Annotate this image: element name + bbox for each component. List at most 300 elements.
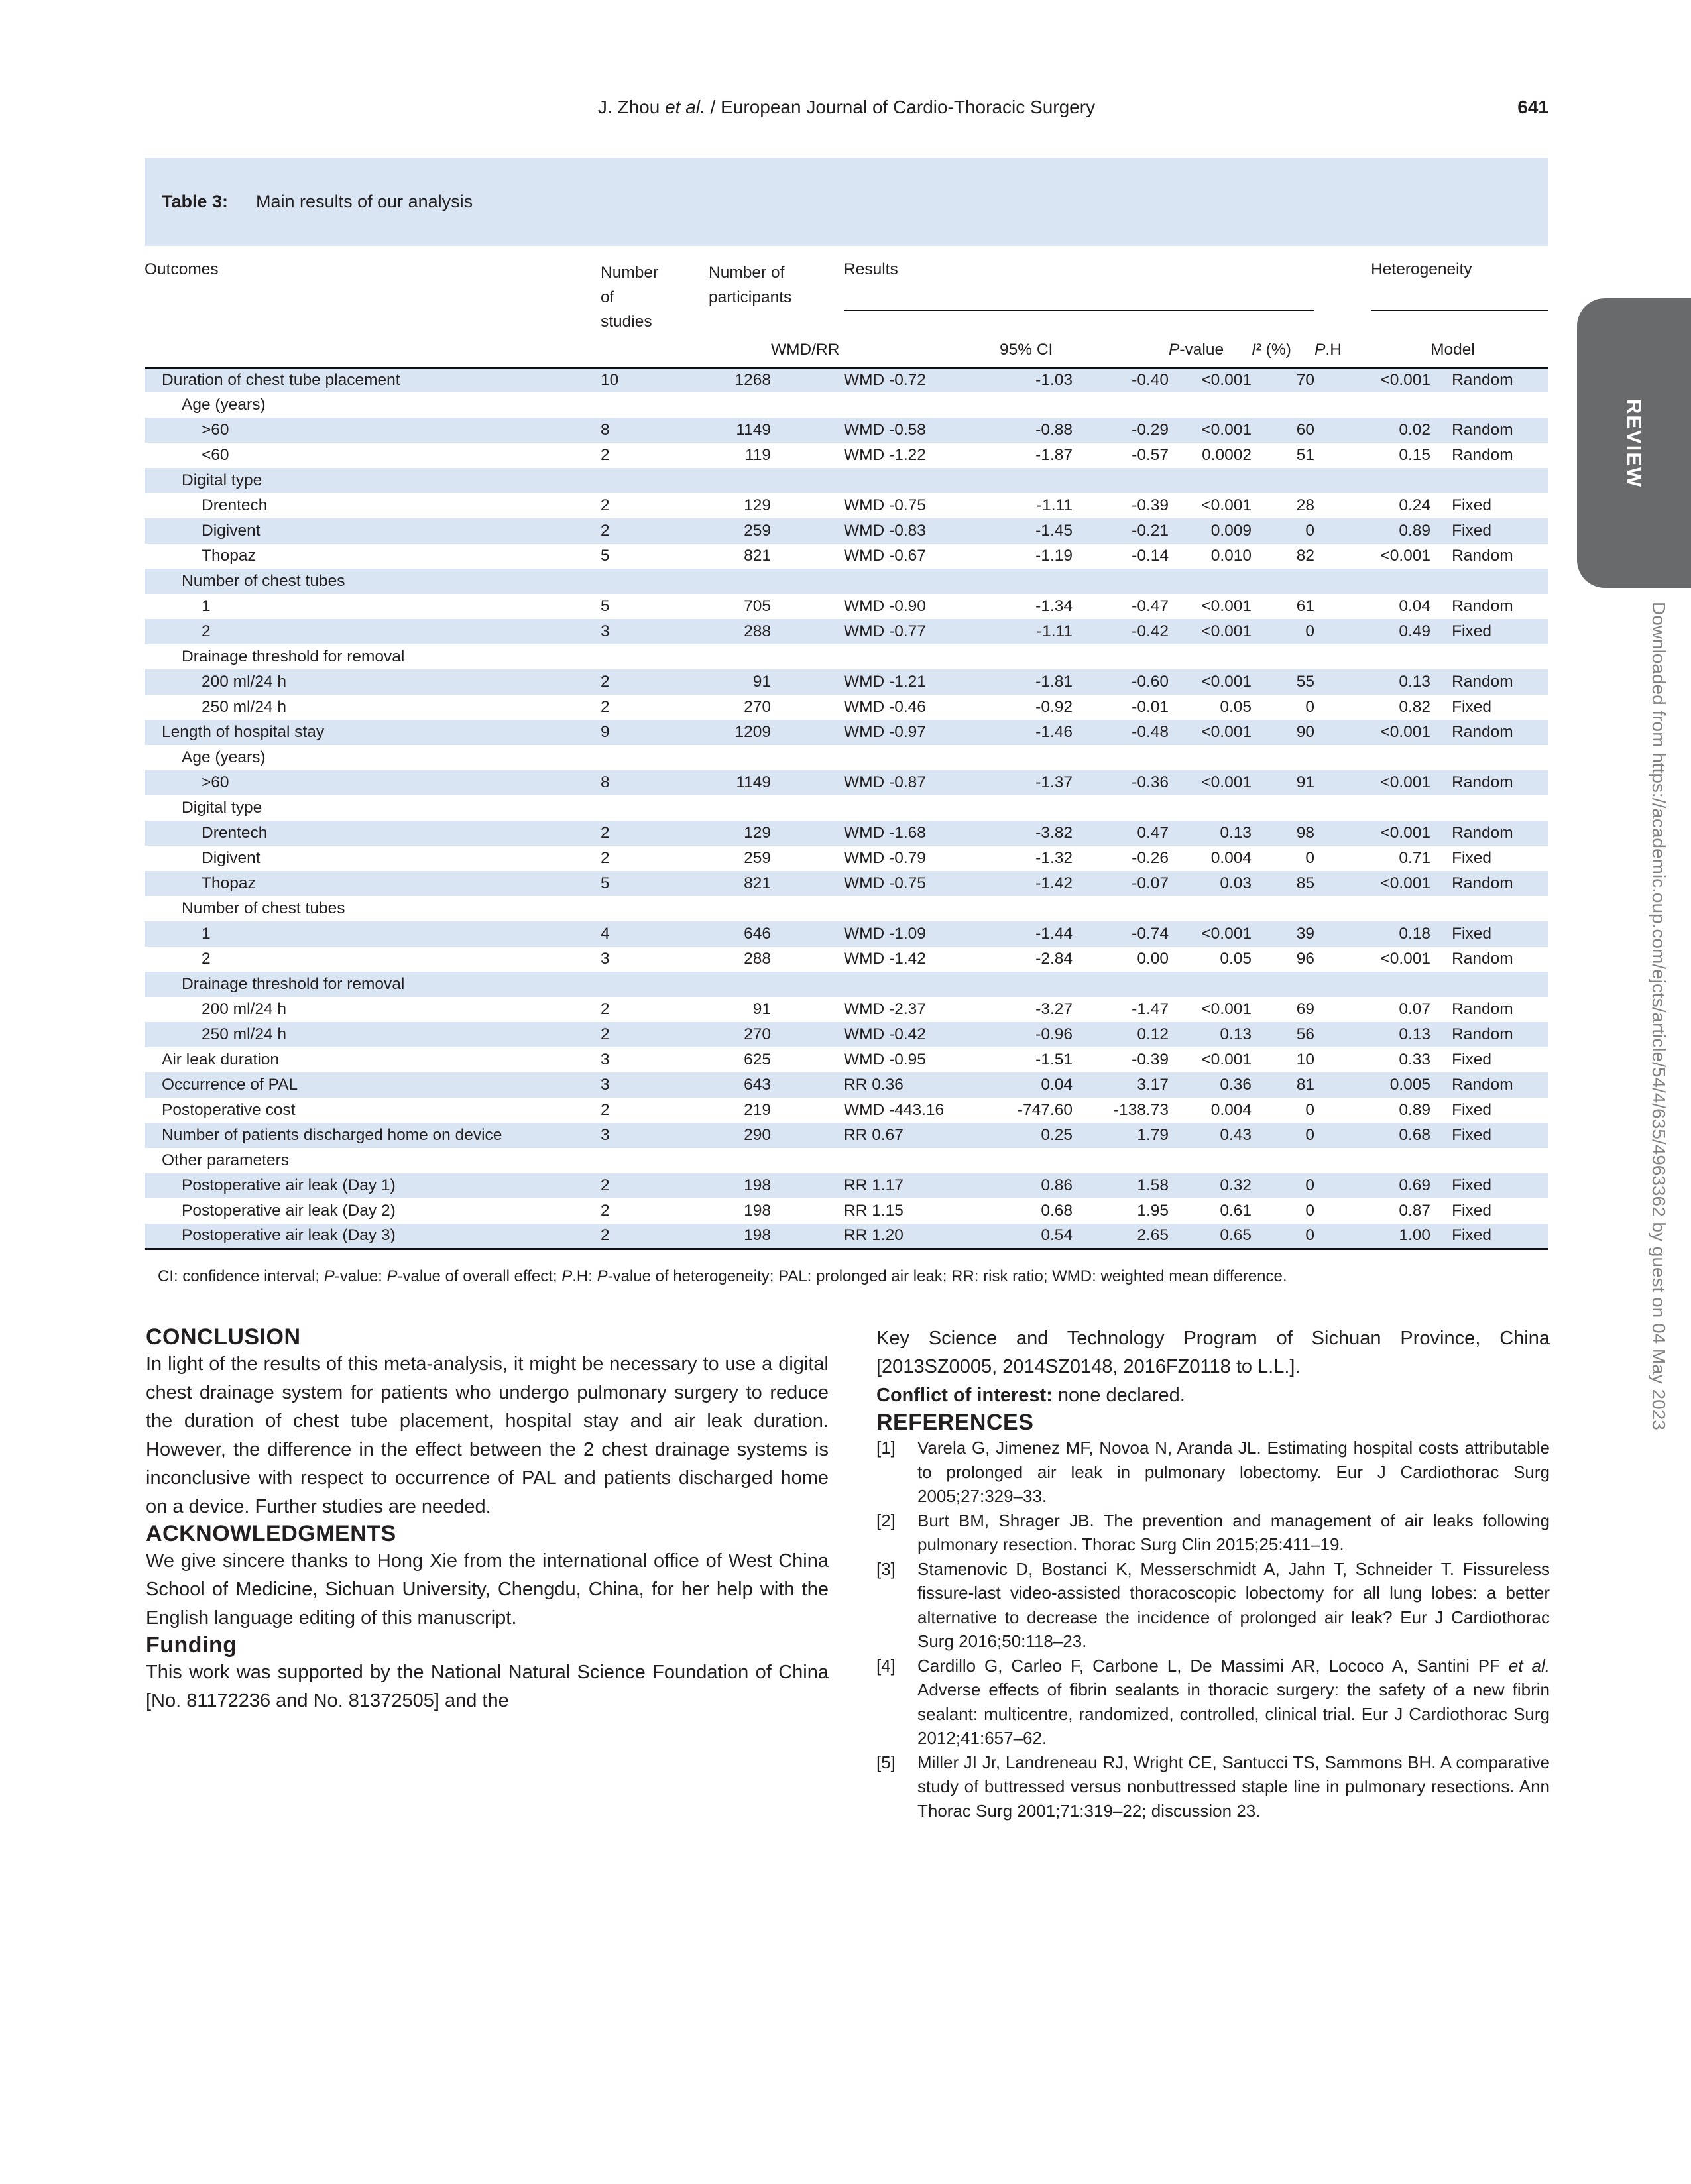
value-cell: 0.0002 — [1202, 446, 1252, 464]
value-cell: 0.24 — [1399, 496, 1431, 514]
right-column — [876, 1324, 1550, 1823]
value-cell: 0.005 — [1389, 1076, 1431, 1094]
value-cell: 70 — [1296, 371, 1315, 389]
value-cell: Random — [1452, 421, 1513, 439]
value-cell: 2.65 — [1137, 1226, 1169, 1245]
value-cell: 2 — [601, 824, 610, 842]
outcome-cell: >60 — [202, 774, 229, 791]
value-cell: 198 — [744, 1202, 771, 1220]
value-cell: 0 — [1305, 1202, 1315, 1220]
table-row — [145, 1148, 1548, 1173]
value-cell: 290 — [744, 1126, 771, 1144]
value-cell: 625 — [744, 1051, 771, 1068]
outcome-cell: Drentech — [202, 496, 268, 514]
value-cell: 3 — [601, 1051, 610, 1068]
value-cell: 0.65 — [1220, 1226, 1252, 1245]
value-cell: 0.87 — [1399, 1202, 1431, 1220]
value-cell: Fixed — [1452, 522, 1491, 540]
value-cell: -1.37 — [1035, 774, 1073, 791]
empty-cells — [595, 569, 1548, 594]
value-cell: 0 — [1305, 849, 1315, 867]
col-header-outcomes: Outcomes — [145, 260, 219, 278]
empty-cells — [595, 468, 1548, 493]
table-row — [145, 972, 1548, 997]
value-cell: RR 1.15 — [844, 1202, 904, 1220]
value-cell: WMD -0.87 — [844, 774, 926, 791]
outcome-cell: Duration of chest tube placement — [162, 371, 400, 389]
value-cell: 643 — [744, 1076, 771, 1094]
reference-text: Cardillo G, Carleo F, Carbone L, De Massimi AR, Lococo A, Santini PF et al. Adverse effects of fibrin sealants in thoracic surgery: the safety of a new fibrin sealant: multicentre, randomized, controlled, clinical trial. Eur J Cardiothorac Surg 2012;41:657–62. — [917, 1655, 1550, 1748]
table-row — [145, 594, 1548, 619]
value-cell: 270 — [744, 1025, 771, 1043]
acknowledgments-paragraph: We give sincere thanks to Hong Xie from the international office of West China School of Medicine, Sichuan University, Chengdu, China, for her help with the English language editing of this manuscript. — [146, 1550, 829, 1629]
value-cell: 5 — [601, 874, 610, 892]
value-cell: <0.001 — [1380, 371, 1431, 389]
value-cell: 3.17 — [1137, 1076, 1169, 1094]
value-cell: 10 — [601, 371, 619, 389]
table-row — [145, 443, 1548, 468]
outcome-cell: Digital type — [182, 799, 262, 817]
table-row — [145, 871, 1548, 896]
value-cell: 0 — [1305, 698, 1315, 716]
value-cell: 0.89 — [1399, 1101, 1431, 1119]
value-cell: 0 — [1305, 522, 1315, 540]
value-cell: 3 — [601, 622, 610, 640]
review-section-tab — [1577, 298, 1691, 588]
value-cell: -1.34 — [1035, 597, 1073, 615]
table-label: Table 3: — [162, 192, 229, 211]
value-cell: Random — [1452, 824, 1513, 842]
col-header-ph: P.H — [1314, 334, 1430, 367]
value-cell: 2 — [601, 1000, 610, 1018]
value-cell: 198 — [744, 1226, 771, 1245]
outcome-cell: Number of chest tubes — [182, 899, 345, 917]
table-row — [145, 896, 1548, 921]
value-cell: Fixed — [1452, 496, 1491, 514]
table-row — [145, 1098, 1548, 1123]
reference-item — [876, 1654, 1550, 1751]
value-cell: 0.02 — [1399, 421, 1431, 439]
table-row — [145, 997, 1548, 1022]
reference-text: Miller JI Jr, Landreneau RJ, Wright CE, Santucci TS, Sammons BH. A comparative study of buttressed versus nonbuttressed staple line in pulmonary resections. Ann Thorac Surg 2001;71:319–22; discussion 23. — [917, 1752, 1550, 1821]
col-group-heterogeneity: Heterogeneity — [1371, 260, 1548, 311]
value-cell: Fixed — [1452, 1177, 1491, 1194]
outcome-cell: Length of hospital stay — [162, 723, 325, 741]
value-cell: 0.47 — [1137, 824, 1169, 842]
value-cell: 2 — [601, 698, 610, 716]
reference-item — [876, 1557, 1550, 1654]
value-cell: 0.68 — [1041, 1202, 1073, 1220]
value-cell: WMD -0.72 — [844, 371, 926, 389]
table-row — [145, 770, 1548, 795]
outcome-cell: 200 ml/24 h — [202, 1000, 287, 1018]
value-cell: 61 — [1296, 597, 1315, 615]
empty-cells — [595, 896, 1548, 921]
outcome-cell: Number of chest tubes — [182, 572, 345, 590]
table-row — [145, 821, 1548, 846]
value-cell: 2 — [601, 496, 610, 514]
value-cell: 2 — [601, 673, 610, 691]
table-row — [145, 745, 1548, 770]
value-cell: -1.87 — [1035, 446, 1073, 464]
value-cell: 0.13 — [1220, 1025, 1252, 1043]
value-cell: RR 0.36 — [844, 1076, 904, 1094]
value-cell: WMD -0.95 — [844, 1051, 926, 1068]
value-cell: Fixed — [1452, 925, 1491, 943]
table-3 — [145, 158, 1548, 1286]
value-cell: 0.05 — [1220, 950, 1252, 968]
value-cell: <0.001 — [1201, 925, 1252, 943]
funding-paragraph-left: This work was supported by the National Natural Science Foundation of China [No. 81172236 and No. 81372505] and the — [146, 1662, 829, 1711]
table-row — [145, 1224, 1548, 1249]
conflict-of-interest: Conflict of interest: none declared. — [876, 1385, 1185, 1406]
table-row — [145, 669, 1548, 695]
empty-cells — [595, 745, 1548, 770]
value-cell: <0.001 — [1380, 774, 1431, 791]
value-cell: 55 — [1296, 673, 1315, 691]
value-cell: -0.14 — [1132, 547, 1169, 565]
value-cell: 96 — [1296, 950, 1315, 968]
outcome-cell: Digivent — [202, 522, 261, 540]
value-cell: Random — [1452, 371, 1513, 389]
value-cell: Fixed — [1452, 1226, 1491, 1245]
value-cell: <0.001 — [1201, 597, 1252, 615]
value-cell: Fixed — [1452, 1126, 1491, 1144]
outcome-cell: Postoperative air leak (Day 3) — [182, 1226, 396, 1245]
outcome-cell: Age (years) — [182, 748, 266, 766]
value-cell: 0 — [1305, 1226, 1315, 1245]
value-cell: 288 — [744, 622, 771, 640]
value-cell: 1.79 — [1137, 1126, 1169, 1144]
value-cell: Fixed — [1452, 1202, 1491, 1220]
value-cell: -1.42 — [1035, 874, 1073, 892]
value-cell: RR 1.17 — [844, 1177, 904, 1194]
value-cell: Fixed — [1452, 1101, 1491, 1119]
value-cell: -0.60 — [1132, 673, 1169, 691]
value-cell: <0.001 — [1201, 371, 1252, 389]
outcome-cell: Occurrence of PAL — [162, 1076, 298, 1094]
running-head-title: J. Zhou et al. / European Journal of Cardio-Thoracic Surgery — [597, 97, 1096, 117]
table-row — [145, 921, 1548, 947]
left-column — [146, 1324, 829, 1715]
value-cell: 219 — [744, 1101, 771, 1119]
value-cell: 1.00 — [1399, 1226, 1431, 1245]
value-cell: 129 — [744, 824, 771, 842]
running-head — [145, 97, 1548, 125]
value-cell: 2 — [601, 849, 610, 867]
outcome-cell: Thopaz — [202, 547, 256, 565]
value-cell: 198 — [744, 1177, 771, 1194]
value-cell: 119 — [744, 446, 771, 464]
value-cell: -0.39 — [1132, 1051, 1169, 1068]
value-cell: WMD -0.42 — [844, 1025, 926, 1043]
table-footnote: CI: confidence interval; P-value: P-value of overall effect; P.H: P-value of heterogeneity; PAL: prolonged air leak; RR: risk ratio; WMD: weighted mean difference. — [158, 1267, 1287, 1285]
reference-item — [876, 1751, 1550, 1823]
reference-number: [3] — [876, 1558, 896, 1579]
value-cell: <0.001 — [1380, 824, 1431, 842]
value-cell: -0.48 — [1132, 723, 1169, 741]
value-cell: 259 — [744, 522, 771, 540]
value-cell: 56 — [1296, 1025, 1315, 1043]
value-cell: Random — [1452, 950, 1513, 968]
table-row — [145, 367, 1548, 392]
value-cell: <0.001 — [1201, 421, 1252, 439]
value-cell: 0.04 — [1399, 597, 1431, 615]
references-list — [876, 1436, 1550, 1823]
table-row — [145, 493, 1548, 518]
reference-text: Varela G, Jimenez MF, Novoa N, Aranda JL. Estimating hospital costs attributable to prolonged air leak in pulmonary lobectomy. Eur J Cardiothorac Surg 2005;27:329–33. — [917, 1438, 1550, 1506]
value-cell: 2 — [601, 1226, 610, 1245]
table-row — [145, 392, 1548, 418]
value-cell: -0.92 — [1035, 698, 1073, 716]
value-cell: 129 — [744, 496, 771, 514]
value-cell: 60 — [1296, 421, 1315, 439]
value-cell: WMD -1.42 — [844, 950, 926, 968]
value-cell: 0.89 — [1399, 522, 1431, 540]
value-cell: 91 — [752, 673, 771, 691]
value-cell: 0.69 — [1399, 1177, 1431, 1194]
value-cell: -0.39 — [1132, 496, 1169, 514]
value-cell: 0.25 — [1041, 1126, 1073, 1144]
value-cell: 270 — [744, 698, 771, 716]
value-cell: 0.13 — [1399, 673, 1431, 691]
value-cell: 10 — [1296, 1051, 1315, 1068]
value-cell: 821 — [744, 874, 771, 892]
value-cell: 0.05 — [1220, 698, 1252, 716]
outcome-cell: Air leak duration — [162, 1051, 280, 1068]
value-cell: <0.001 — [1201, 723, 1252, 741]
value-cell: Random — [1452, 547, 1513, 565]
outcome-cell: >60 — [202, 421, 229, 439]
outcome-cell: 2 — [202, 950, 211, 968]
value-cell: WMD -1.09 — [844, 925, 926, 943]
value-cell: WMD -0.75 — [844, 874, 926, 892]
col-header-effect: WMD/RR — [771, 334, 1000, 367]
outcome-cell: Postoperative air leak (Day 1) — [182, 1177, 396, 1194]
reference-number: [2] — [876, 1510, 896, 1530]
value-cell: 0.03 — [1220, 874, 1252, 892]
value-cell: 3 — [601, 950, 610, 968]
reference-number: [5] — [876, 1752, 896, 1772]
value-cell: 81 — [1296, 1076, 1315, 1094]
value-cell: 0.36 — [1220, 1076, 1252, 1094]
value-cell: 0.13 — [1220, 824, 1252, 842]
value-cell: 1149 — [736, 774, 771, 791]
value-cell: Random — [1452, 597, 1513, 615]
value-cell: <0.001 — [1201, 496, 1252, 514]
value-cell: 0 — [1305, 1177, 1315, 1194]
table-title-band — [145, 158, 1548, 246]
value-cell: -0.96 — [1035, 1025, 1073, 1043]
value-cell: <0.001 — [1380, 723, 1431, 741]
table-row — [145, 1022, 1548, 1047]
references-heading: REFERENCES — [876, 1410, 1034, 1435]
value-cell: <0.001 — [1201, 622, 1252, 640]
value-cell: Fixed — [1452, 1051, 1491, 1068]
empty-cells — [595, 1148, 1548, 1173]
value-cell: <0.001 — [1201, 1000, 1252, 1018]
value-cell: -0.21 — [1132, 522, 1169, 540]
results-table — [145, 246, 1548, 1250]
value-cell: -1.45 — [1035, 522, 1073, 540]
funding-heading: Funding — [146, 1633, 237, 1658]
table-row — [145, 947, 1548, 972]
value-cell: 51 — [1296, 446, 1315, 464]
value-cell: 0.43 — [1220, 1126, 1252, 1144]
value-cell: Random — [1452, 874, 1513, 892]
value-cell: RR 1.20 — [844, 1226, 904, 1245]
value-cell: WMD -0.46 — [844, 698, 926, 716]
value-cell: -1.46 — [1035, 723, 1073, 741]
conclusion-heading: CONCLUSION — [146, 1324, 301, 1350]
value-cell: 2 — [601, 1177, 610, 1194]
outcome-cell: 250 ml/24 h — [202, 1025, 287, 1043]
value-cell: -0.29 — [1132, 421, 1169, 439]
table-title: Main results of our analysis — [256, 192, 473, 211]
funding-paragraph-right: Key Science and Technology Program of Sichuan Province, China [2013SZ0005, 2014SZ0148, 2016FZ0118 to L.L.]. — [876, 1328, 1550, 1377]
value-cell: 9 — [601, 723, 610, 741]
value-cell: 0.07 — [1399, 1000, 1431, 1018]
value-cell: 646 — [744, 925, 771, 943]
value-cell: Fixed — [1452, 622, 1491, 640]
value-cell: 259 — [744, 849, 771, 867]
empty-cells — [595, 392, 1548, 418]
value-cell: Fixed — [1452, 698, 1491, 716]
outcome-cell: Digivent — [202, 849, 261, 867]
value-cell: Random — [1452, 1076, 1513, 1094]
table-header — [145, 246, 1548, 367]
value-cell: 0.32 — [1220, 1177, 1252, 1194]
value-cell: -747.60 — [1017, 1101, 1073, 1119]
reference-number: [1] — [876, 1438, 896, 1458]
value-cell: WMD -1.22 — [844, 446, 926, 464]
value-cell: -0.42 — [1132, 622, 1169, 640]
col-header-model: Model — [1430, 334, 1548, 367]
col-group-results: Results — [844, 260, 1314, 311]
value-cell: 69 — [1296, 1000, 1315, 1018]
value-cell: 3 — [601, 1126, 610, 1144]
outcome-cell: Thopaz — [202, 874, 256, 892]
value-cell: <0.001 — [1201, 774, 1252, 791]
col-header-ci: 95% CI — [1000, 334, 1169, 367]
outcome-cell: Drentech — [202, 824, 268, 842]
outcome-cell: Age (years) — [182, 396, 266, 414]
value-cell: 0.010 — [1210, 547, 1252, 565]
value-cell: 0.71 — [1399, 849, 1431, 867]
value-cell: 0 — [1305, 1101, 1315, 1119]
value-cell: -1.81 — [1035, 673, 1073, 691]
value-cell: 8 — [601, 774, 610, 791]
value-cell: RR 0.67 — [844, 1126, 904, 1144]
table-row — [145, 720, 1548, 745]
value-cell: WMD -0.90 — [844, 597, 926, 615]
empty-cells — [595, 972, 1548, 997]
outcome-cell: 1 — [202, 925, 211, 943]
value-cell: 82 — [1296, 547, 1315, 565]
value-cell: 1149 — [736, 421, 771, 439]
conclusion-paragraph: In light of the results of this meta-analysis, it might be necessary to use a digital chest drainage system for patients who undergo pulmonary surgery to reduce the duration of chest tube placement, hospital stay and air leak duration. However, the difference in the effect between the 2 chest drainage systems is inconclusive with respect to occurrence of PAL and patients discharged home on a device. Further studies are needed. — [146, 1353, 829, 1517]
empty-cells — [595, 795, 1548, 821]
value-cell: Random — [1452, 1025, 1513, 1043]
col-header-p-value: P-value — [1169, 334, 1252, 367]
outcome-cell: Other parameters — [162, 1151, 289, 1169]
value-cell: Random — [1452, 774, 1513, 791]
value-cell: -1.19 — [1035, 547, 1073, 565]
value-cell: 0.68 — [1399, 1126, 1431, 1144]
value-cell: 0.13 — [1399, 1025, 1431, 1043]
value-cell: -1.51 — [1035, 1051, 1073, 1068]
value-cell: 91 — [1296, 774, 1315, 791]
value-cell: -138.73 — [1113, 1101, 1169, 1119]
value-cell: 0.12 — [1137, 1025, 1169, 1043]
table-row — [145, 544, 1548, 569]
outcome-cell: <60 — [202, 446, 229, 464]
value-cell: 0.82 — [1399, 698, 1431, 716]
value-cell: -0.07 — [1132, 874, 1169, 892]
value-cell: WMD -0.67 — [844, 547, 926, 565]
value-cell: WMD -1.68 — [844, 824, 926, 842]
value-cell: 2 — [601, 446, 610, 464]
value-cell: Random — [1452, 723, 1513, 741]
value-cell: 0.18 — [1399, 925, 1431, 943]
outcome-cell: 2 — [202, 622, 211, 640]
reference-item — [876, 1509, 1550, 1557]
table-row — [145, 1173, 1548, 1198]
value-cell: WMD -2.37 — [844, 1000, 926, 1018]
value-cell: -0.40 — [1132, 371, 1169, 389]
value-cell: 0.61 — [1220, 1202, 1252, 1220]
col-header-studies: Number of studies — [601, 264, 659, 331]
value-cell: Fixed — [1452, 849, 1491, 867]
outcome-cell: 1 — [202, 597, 211, 615]
empty-cells — [595, 644, 1548, 669]
value-cell: -3.27 — [1035, 1000, 1073, 1018]
value-cell: WMD -443.16 — [844, 1101, 945, 1119]
value-cell: 0.04 — [1041, 1076, 1073, 1094]
value-cell: -0.36 — [1132, 774, 1169, 791]
value-cell: WMD -0.77 — [844, 622, 926, 640]
value-cell: 4 — [601, 925, 610, 943]
value-cell: 0.54 — [1041, 1226, 1073, 1245]
value-cell: Random — [1452, 1000, 1513, 1018]
outcome-cell: Digital type — [182, 471, 262, 489]
table-row — [145, 644, 1548, 669]
value-cell: <0.001 — [1201, 1051, 1252, 1068]
reference-text: Burt BM, Shrager JB. The prevention and management of air leaks following pulmonary resection. Thorac Surg Clin 2015;25:411–19. — [917, 1510, 1550, 1554]
table-row — [145, 1198, 1548, 1224]
value-cell: 5 — [601, 597, 610, 615]
table-row — [145, 468, 1548, 493]
value-cell: -1.32 — [1035, 849, 1073, 867]
value-cell: 2 — [601, 522, 610, 540]
value-cell: WMD -0.75 — [844, 496, 926, 514]
col-header-i2: I² (%) — [1252, 334, 1314, 367]
table-row — [145, 518, 1548, 544]
value-cell: 0.004 — [1210, 1101, 1252, 1119]
value-cell: 1.95 — [1137, 1202, 1169, 1220]
value-cell: -1.03 — [1035, 371, 1073, 389]
value-cell: -0.01 — [1132, 698, 1169, 716]
value-cell: <0.001 — [1380, 874, 1431, 892]
value-cell: 0.49 — [1399, 622, 1431, 640]
value-cell: 2 — [601, 1025, 610, 1043]
value-cell: 0.009 — [1210, 522, 1252, 540]
reference-item — [876, 1436, 1550, 1509]
value-cell: 0.15 — [1399, 446, 1431, 464]
value-cell: -2.84 — [1035, 950, 1073, 968]
value-cell: 90 — [1296, 723, 1315, 741]
value-cell: 2 — [601, 1101, 610, 1119]
